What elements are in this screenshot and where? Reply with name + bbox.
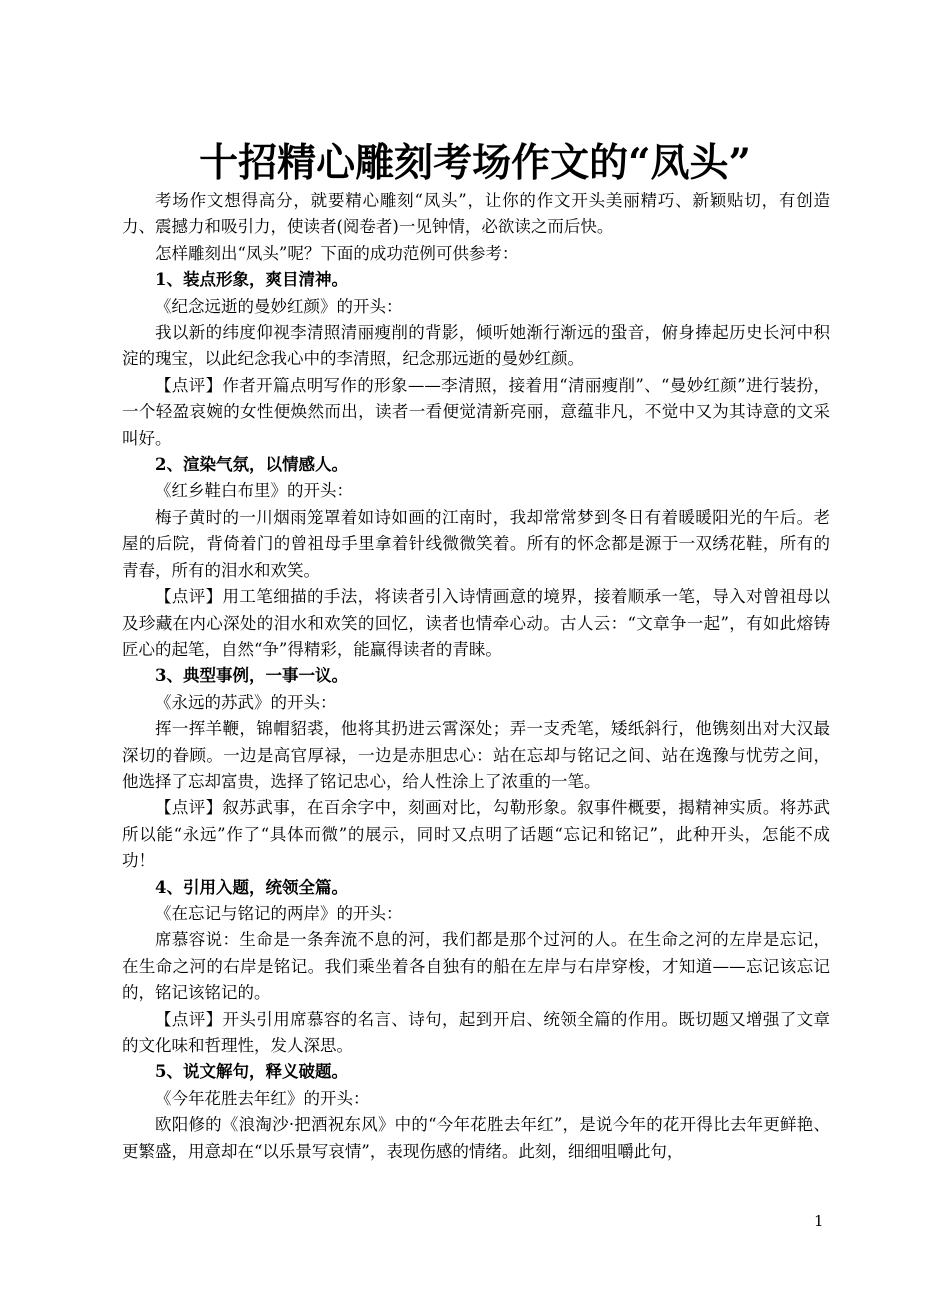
section-heading: 1、装点形象，爽目清神。 xyxy=(155,270,348,290)
paragraph: 【点评】用工笔细描的手法，将读者引入诗情画意的境界，接着顺承一笔，导入对曾祖母以及珍藏在内心深处的泪水和欢笑的回忆，读者也情牵心动。古人云：“文章争一起”，有如此熔铸匠心的起笔，自然“争”得精彩，能赢得读者的青睐。 xyxy=(122,587,830,659)
paragraph: 欧阳修的《浪淘沙·把酒祝东风》中的“今年花胜去年红”，是说今年的花开得比去年更鲜艳、更繁盛，用意却在“以乐景写哀情”，表现伤感的情绪。此刻，细细咀嚼此句， xyxy=(122,1115,830,1161)
paragraph: 我以新的纬度仰视李清照清丽瘦削的背影，倾听她渐行渐远的蛩音，俯身捧起历史长河中积淀的瑰宝，以此纪念我心中的李清照，纪念那远逝的曼妙红颜。 xyxy=(122,323,830,369)
paragraph: 考场作文想得高分，就要精心雕刻“凤头”，让你的作文开头美丽精巧、新颖贴切，有创造力、震撼力和吸引力，使读者(阅卷者)一见钟情，必欲读之而后快。 xyxy=(122,191,830,237)
paragraph: 《红乡鞋白布里》的开头： xyxy=(155,481,353,501)
paragraph: 【点评】开头引用席慕容的名言、诗句，起到开启、统领全篇的作用。既切题又增强了文章的文化味和哲理性，发人深思。 xyxy=(122,1009,830,1055)
section-heading: 5、说文解句，释义破题。 xyxy=(155,1062,348,1082)
paragraph: 《纪念远逝的曼妙红颜》的开头： xyxy=(155,296,403,316)
page-number: 1 xyxy=(814,1212,824,1230)
paragraph: 《今年花胜去年红》的开头： xyxy=(155,1088,370,1108)
paragraph: 怎样雕刻出“凤头”呢？下面的成功范例可供参考： xyxy=(155,243,519,263)
section-heading: 2、渲染气氛，以情感人。 xyxy=(155,455,348,475)
paragraph: 《在忘记与铭记的两岸》的开头： xyxy=(155,903,403,923)
paragraph: 【点评】作者开篇点明写作的形象——李清照，接着用“清丽瘦削”、“曼妙红颜”进行装扮，一个轻盈哀婉的女性便焕然而出，读者一看便觉清新亮丽，意蕴非凡，不觉中又为其诗意的文采叫好。 xyxy=(122,375,830,448)
paragraph: 《永远的苏武》的开头： xyxy=(155,692,337,712)
paragraph: 挥一挥羊鞭，锦帽貂裘，他将其扔进云霄深处；弄一支秃笔，矮纸斜行，他镌刻出对大汉最深切的眷顾。一边是高官厚禄，一边是赤胆忠心：站在忘却与铭记之间、站在逸豫与忧劳之间，他选择了忘却富贵，选择了铭记忠心，给人性涂上了浓重的一笔。 xyxy=(122,719,830,791)
document-body xyxy=(122,188,830,1165)
paragraph: 梅子黄时的一川烟雨笼罩着如诗如画的江南时，我却常常梦到冬日有着暖暖阳光的午后。老屋的后院，背倚着门的曾祖母手里拿着针线微微笑着。所有的怀念都是源于一双绣花鞋，所有的青春，所有的泪水和欢笑。 xyxy=(122,507,830,580)
paragraph: 席慕容说：生命是一条奔流不息的河，我们都是那个过河的人。在生命之河的左岸是忘记，在生命之河的右岸是铭记。我们乘坐着各自独有的船在左岸与右岸穿梭，才知道——忘记该忘记的，铭记该铭记的。 xyxy=(122,930,830,1003)
paragraph: 【点评】叙苏武事，在百余字中，刻画对比，勾勒形象。叙事件概要，揭精神实质。将苏武所以能“永远”作了“具体而微”的展示，同时又点明了话题“忘记和铭记”，此种开头，怎能不成功！ xyxy=(122,798,830,871)
document-title: 十招精心雕刻考场作文的“凤头” xyxy=(199,140,751,186)
section-heading: 4、引用入题，统领全篇。 xyxy=(155,877,348,897)
section-heading: 3、典型事例，一事一议。 xyxy=(155,666,348,686)
